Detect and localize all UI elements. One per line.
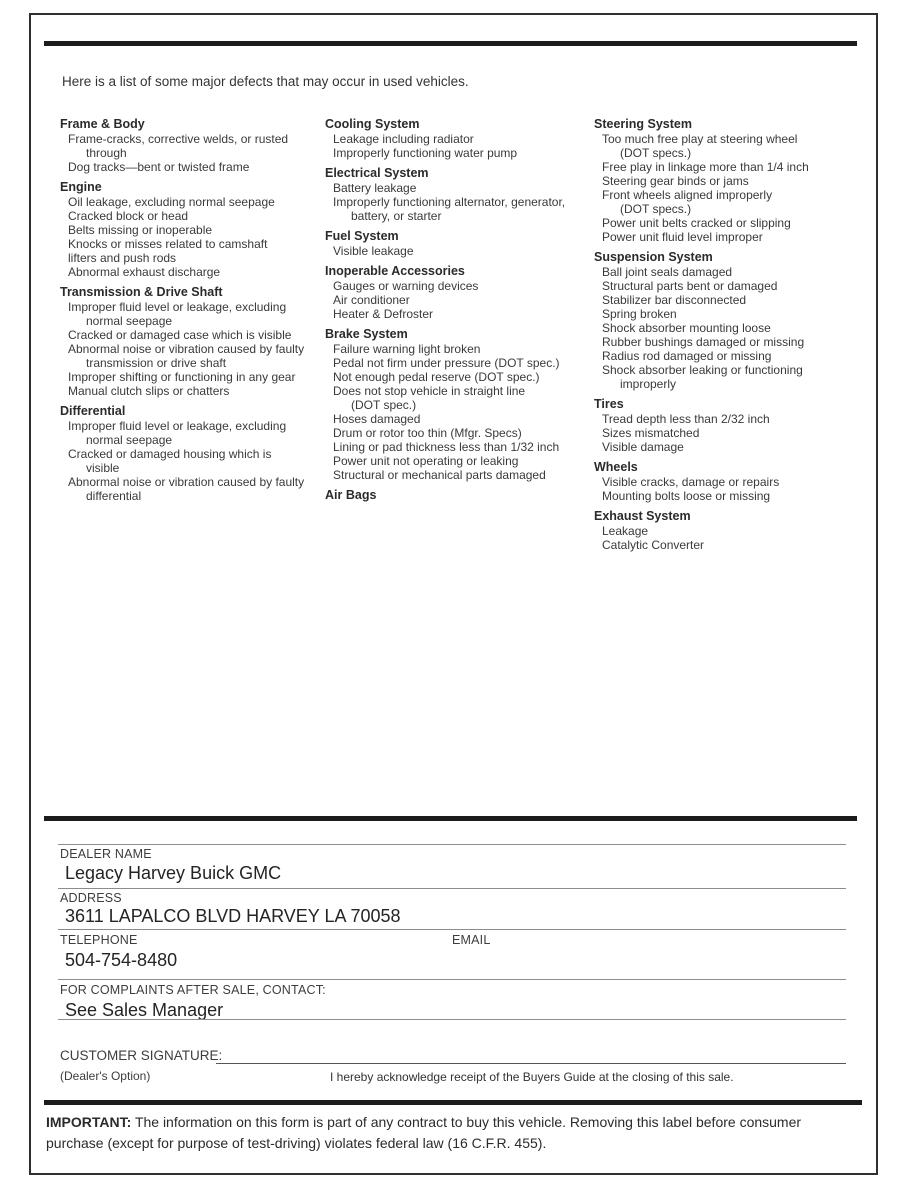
defect-line: Sizes mismatched (602, 426, 700, 440)
defect-line: Improper shifting or functioning in any gear (68, 370, 296, 384)
defect-line: Cracked or damaged housing which is (68, 447, 272, 461)
defect-section (325, 264, 587, 321)
defect-line: Front wheels aligned improperly (602, 188, 773, 202)
field-line (58, 844, 846, 845)
defect-line: Knocks or misses related to camshaft (68, 237, 268, 251)
defect-line: Visible damage (602, 440, 684, 454)
defect-line: Pedal not firm under pressure (DOT spec.) (333, 356, 560, 370)
defect-line: Does not stop vehicle in straight line (333, 384, 526, 398)
defect-line: Shock absorber leaking or functioning (602, 363, 803, 377)
defect-column-2 (325, 117, 587, 503)
defect-line: Not enough pedal reserve (DOT spec.) (333, 370, 540, 384)
defect-column-3 (594, 117, 862, 552)
defect-line: Catalytic Converter (602, 538, 705, 552)
defect-line: Improperly functioning alternator, generator, (333, 195, 566, 209)
section-title: Cooling System (325, 117, 420, 131)
section-title: Air Bags (325, 488, 377, 502)
defect-line: Cracked block or head (68, 209, 189, 223)
section-title: Exhaust System (594, 509, 691, 523)
defect-line: Rubber bushings damaged or missing (602, 335, 805, 349)
section-title: Wheels (594, 460, 638, 474)
dealer-name-label: DEALER NAME (60, 847, 152, 861)
defect-line: Too much free play at steering wheel (602, 132, 798, 146)
defect-line: Improper fluid level or leakage, excluding (68, 419, 287, 433)
defect-line: Leakage including radiator (333, 132, 474, 146)
field-line (58, 1019, 846, 1020)
complaints-label: FOR COMPLAINTS AFTER SALE, CONTACT: (60, 983, 326, 997)
defect-line: Lining or pad thickness less than 1/32 inch (333, 440, 560, 454)
intro-text: Here is a list of some major defects that may occur in used vehicles. (62, 74, 469, 89)
field-line (58, 888, 846, 889)
defect-line: Improperly functioning water pump (333, 146, 518, 160)
defect-line: Structural or mechanical parts damaged (333, 468, 546, 482)
defect-line: Stabilizer bar disconnected (602, 293, 747, 307)
defect-line: Steering gear binds or jams (602, 174, 749, 188)
defect-line: Free play in linkage more than 1/4 inch (602, 160, 809, 174)
defect-line: Hoses damaged (333, 412, 421, 426)
defect-line: Improper fluid level or leakage, excluding (68, 300, 287, 314)
defect-line: Ball joint seals damaged (602, 265, 733, 279)
defect-line: through (86, 146, 127, 160)
defect-line: Battery leakage (333, 181, 417, 195)
defect-line: Radius rod damaged or missing (602, 349, 772, 363)
section-title: Steering System (594, 117, 692, 131)
defect-section (594, 397, 862, 454)
defect-line: Spring broken (602, 307, 677, 321)
defect-column-1 (60, 117, 322, 503)
defect-line: improperly (620, 377, 677, 391)
section-title: Fuel System (325, 229, 399, 243)
telephone-label: TELEPHONE (60, 933, 138, 947)
defect-section (594, 117, 862, 244)
defect-line: Frame-cracks, corrective welds, or rusted (68, 132, 289, 146)
defect-line: (DOT specs.) (620, 146, 692, 160)
section-title: Electrical System (325, 166, 429, 180)
defect-line: Shock absorber mounting loose (602, 321, 771, 335)
defect-section (60, 404, 322, 503)
defect-line: Belts missing or inoperable (68, 223, 213, 237)
defect-line: (DOT spec.) (351, 398, 417, 412)
defect-section (60, 180, 322, 279)
address-label: ADDRESS (60, 891, 122, 905)
defect-line: Visible cracks, damage or repairs (602, 475, 780, 489)
defect-line: battery, or starter (351, 209, 442, 223)
defect-section (325, 166, 587, 223)
defect-line: lifters and push rods (68, 251, 177, 265)
dealers-option-note: (Dealer's Option) (60, 1069, 151, 1083)
defect-line: Abnormal exhaust discharge (68, 265, 221, 279)
field-line (58, 929, 846, 930)
defect-line: Manual clutch slips or chatters (68, 384, 230, 398)
defect-line: Abnormal noise or vibration caused by faulty (68, 475, 305, 489)
defect-line: Drum or rotor too thin (Mfgr. Specs) (333, 426, 522, 440)
section-title: Inoperable Accessories (325, 264, 465, 278)
defect-line: visible (86, 461, 120, 475)
dealer-name-value: Legacy Harvey Buick GMC (65, 863, 282, 883)
defect-line: Power unit fluid level improper (602, 230, 763, 244)
bottom-divider-bar (44, 1100, 862, 1105)
defect-line: Tread depth less than 2/32 inch (602, 412, 770, 426)
defect-line: (DOT specs.) (620, 202, 692, 216)
section-title: Brake System (325, 327, 408, 341)
important-label: IMPORTANT: (46, 1114, 132, 1130)
address-value: 3611 LAPALCO BLVD HARVEY LA 70058 (65, 906, 401, 926)
defect-line: Cracked or damaged case which is visible (68, 328, 292, 342)
defect-line: Structural parts bent or damaged (602, 279, 778, 293)
defect-line: Air conditioner (333, 293, 410, 307)
customer-signature-label: CUSTOMER SIGNATURE: (60, 1048, 223, 1063)
defect-line: Abnormal noise or vibration caused by faulty (68, 342, 305, 356)
complaints-value: See Sales Manager (65, 1000, 224, 1020)
section-title: Suspension System (594, 250, 713, 264)
defect-section (325, 229, 587, 258)
defect-line: Dog tracks—bent or twisted frame (68, 160, 250, 174)
defect-section (594, 460, 862, 503)
defect-line: Failure warning light broken (333, 342, 481, 356)
section-title: Transmission & Drive Shaft (60, 285, 223, 299)
defect-line: differential (86, 489, 142, 503)
section-title: Engine (60, 180, 102, 194)
defect-section (325, 327, 587, 482)
defect-section (325, 117, 587, 160)
defect-line: Power unit not operating or leaking (333, 454, 519, 468)
email-label: EMAIL (452, 933, 491, 947)
defect-line: Gauges or warning devices (333, 279, 479, 293)
telephone-value: 504-754-8480 (65, 950, 178, 970)
field-line (58, 979, 846, 980)
defect-section (594, 250, 862, 391)
defect-section (60, 285, 322, 398)
defect-line: Oil leakage, excluding normal seepage (68, 195, 275, 209)
defect-line: normal seepage (86, 433, 173, 447)
top-divider-bar (44, 41, 857, 46)
defect-line: Mounting bolts loose or missing (602, 489, 771, 503)
middle-divider-bar (44, 816, 857, 821)
section-title: Frame & Body (60, 117, 145, 131)
important-notice (46, 1112, 848, 1154)
defect-line: Power unit belts cracked or slipping (602, 216, 791, 230)
section-title: Tires (594, 397, 624, 411)
defect-section (60, 117, 322, 174)
section-title: Differential (60, 404, 126, 418)
defect-section (325, 488, 587, 503)
defect-line: transmission or drive shaft (86, 356, 227, 370)
defect-line: Visible leakage (333, 244, 414, 258)
acknowledgement-text: I hereby acknowledge receipt of the Buyers Guide at the closing of this sale. (330, 1070, 734, 1084)
defect-section (594, 509, 862, 552)
important-text: The information on this form is part of any contract to buy this vehicle. Removing this label before consumer purchase (except for purpose of test-driving) violates federal law (16 C.F.R. 455). (46, 1114, 802, 1151)
defect-line: Heater & Defroster (333, 307, 434, 321)
defect-line: normal seepage (86, 314, 173, 328)
defect-line: Leakage (602, 524, 649, 538)
signature-line (216, 1063, 846, 1064)
